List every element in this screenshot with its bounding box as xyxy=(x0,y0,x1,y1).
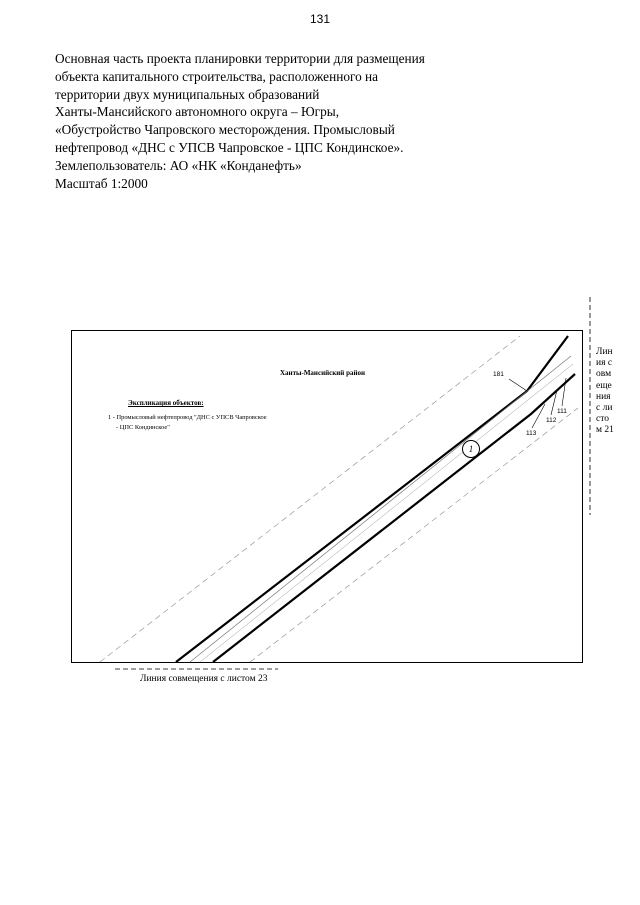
red-line-upper xyxy=(176,336,568,662)
legend-item xyxy=(108,413,308,433)
pipeline-axis xyxy=(190,356,571,662)
point-label-112: 112 xyxy=(546,417,557,424)
legend-item-line1: 1 - Промысловый нефтепровод "ДНС с УПСВ Чапровское xyxy=(108,414,267,421)
object-number-circle: 1 xyxy=(462,440,480,458)
header-line: объекта капитального строительства, расположенного на xyxy=(55,68,379,84)
header-line: Основная часть проекта планировки территории для размещения xyxy=(55,51,425,66)
dashed-boundary-upper xyxy=(100,336,520,662)
leader-111 xyxy=(562,378,566,406)
header-line: «Обустройство Чапровского месторождения. Промысловый xyxy=(55,122,395,138)
header-line: Масштаб 1:2000 xyxy=(55,175,148,191)
header-line: Землепользователь: АО «НК «Конданефть» xyxy=(55,157,302,173)
header-line: нефтепровод «ДНС с УПСВ Чапровское - ЦПС Кондинское». xyxy=(55,139,404,155)
point-label-181: 181 xyxy=(493,371,504,378)
point-label-113: 113 xyxy=(526,430,537,437)
bottom-match-line-label: Линия совмещения с листом 23 xyxy=(140,674,268,684)
point-label-111: 111 xyxy=(557,408,567,415)
legend-title: Экспликация объектов: xyxy=(128,399,204,407)
district-label: Ханты-Мансийский район xyxy=(280,369,366,377)
header-line: территории двух муниципальных образований xyxy=(55,86,320,102)
legend-item-line2: - ЦПС Кондинское" xyxy=(116,424,170,431)
page-number: 131 xyxy=(309,12,331,26)
pipeline-axis-2 xyxy=(200,364,573,662)
dashed-boundary-lower xyxy=(250,408,578,662)
header-line: Ханты-Мансийского автономного округа – Югры, xyxy=(55,104,340,120)
leader-181 xyxy=(509,379,527,391)
right-match-line-label: Линия совмещения с листом 21 xyxy=(596,347,614,436)
